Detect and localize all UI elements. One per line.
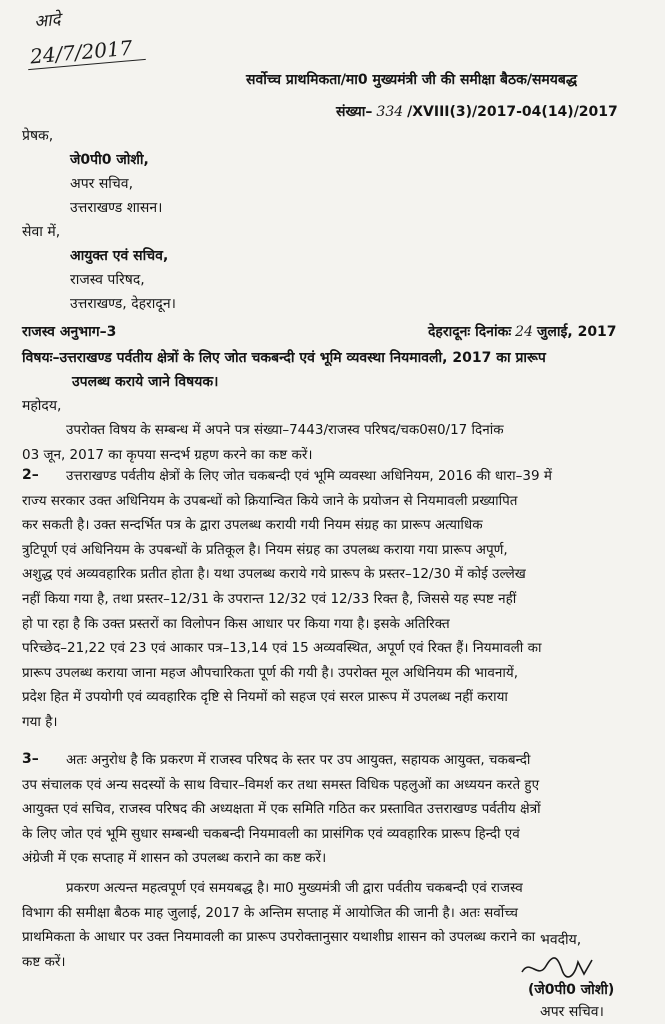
department: राजस्व अनुभाग–3 — [22, 324, 117, 340]
handwritten-note-top: आदे — [33, 9, 62, 33]
signature-scribble — [518, 954, 596, 982]
para2-line: हो पा रहा है कि उक्त प्रस्तरों का विलोपन किस आधार पर किया गया है। इसके अतिरिक्त — [22, 615, 450, 632]
para3-line: अतः अनुरोध है कि प्रकरण में राजस्व परिषद के स्तर पर उप आयुक्त, सहायक आयुक्त, चकबन्दी — [66, 752, 531, 768]
sender-label: प्रेषक, — [22, 128, 54, 144]
salutation: महोदय, — [22, 398, 62, 414]
signer-name: (जे0पी0 जोशी) — [528, 982, 615, 998]
paragraph-2 — [22, 464, 552, 735]
para1-line: 03 जून, 2017 का कृपया सन्दर्भ ग्रहण करने का कष्ट करें। — [22, 446, 313, 463]
para2-line: अशुद्ध एवं अव्यवहारिक प्रतीत होता है। यथा उपलब्ध कराये गये प्रारूप के प्रस्तर–12/30 में कोई उल्लेख — [22, 566, 526, 583]
date-day-handwritten: 24 — [515, 324, 533, 340]
para2-line: प्रारूप उपलब्ध कराया जाना महज औपचारिकता पूर्ण की गयी है। उपरोक्त मूल अधिनियम की भावनायें, — [22, 664, 518, 681]
date-prefix: देहरादूनः दिनांकः — [428, 324, 512, 340]
para2-line: राज्य सरकार उक्त अधिनियम के उपबन्धों को क्रियान्वित किये जाने के प्रयोजन से नियमावली प्रख्यापित — [22, 492, 518, 509]
para2-line: परिच्छेद–21,22 एवं 23 एवं आकार पत्र–13,14 एवं 15 अव्यवस्थित, अपूर्ण एवं रिक्त हैं। नियमावली का — [22, 640, 542, 657]
para4-line: विभाग की समीक्षा बैठक माह जुलाई, 2017 के अन्तिम सप्ताह में आयोजित की जानी है। अतः सर्वोच्च — [22, 904, 518, 921]
para3-line: के लिए जोत एवं भूमि सुधार सम्बन्धी चकबन्दी नियमावली का प्रासंगिक एवं व्यवहारिक प्रारूप हिन्दी एवं — [22, 825, 520, 842]
para2-line: गया है। — [22, 713, 58, 730]
date-rest: जुलाई, 2017 — [537, 324, 617, 340]
recipient-place: उत्तराखण्ड, देहरादून। — [70, 296, 176, 312]
para3-line: उप संचालक एवं अन्य सदस्यों के साथ विचार–विमर्श कर तथा समस्त विधिक पहलुओं का अध्ययन करते हुए — [22, 776, 540, 793]
para2-line: उत्तराखण्ड पर्वतीय क्षेत्रों के लिए जोत चकबन्दी एवं भूमि व्यवस्था अधिनियम, 2016 की धारा–39 में — [66, 468, 552, 484]
para4-line: प्रकरण अत्यन्त महत्वपूर्ण एवं समयबद्ध है। मा0 मुख्यमंत्री जी द्वारा पर्वतीय चकबन्दी एवं राजस्व — [66, 880, 523, 896]
para2-line: कर सकती है। उक्त सन्दर्भित पत्र के द्वारा उपलब्ध करायी गयी नियम संग्रह का प्रारूप अत्याधिक — [22, 517, 483, 534]
paragraph-1 — [22, 418, 504, 467]
para2-line: प्रदेश हित में उपयोगी एवं व्यवहारिक दृष्टि से नियमों को सहज एवं सरल प्रारूप में उपलब्ध नहीं कराया — [22, 689, 508, 706]
number-label: संख्या– — [336, 104, 373, 120]
letter-date — [428, 322, 617, 341]
recipient-org: राजस्व परिषद, — [70, 272, 145, 288]
para3-number: 3– — [22, 751, 39, 767]
sender-org: उत्तराखण्ड शासन। — [70, 200, 163, 216]
number-handwritten: 334 — [376, 104, 404, 120]
paragraph-3 — [22, 748, 541, 871]
para1-line: उपरोक्त विषय के सम्बन्ध में अपने पत्र संख्या–7443/राजस्व परिषद/चक0स0/17 दिनांक — [66, 422, 504, 438]
para2-number: 2– — [22, 467, 39, 483]
priority-header: सर्वोच्च प्राथमिकता/मा0 मुख्यमंत्री जी की समीक्षा बैठक/समयबद्ध — [246, 72, 578, 88]
para3-line: आयुक्त एवं सचिव, राजस्व परिषद की अध्यक्षता में एक समिति गठित कर प्रस्तावित उत्तराखण्ड पर्वतीय क्षेत्रों — [22, 801, 541, 818]
handwritten-date-note: 24/7/2017 — [29, 35, 134, 69]
para2-line: त्रुटिपूर्ण एवं अधिनियम के उपबन्धों के प्रतिकूल है। नियम संग्रह का उपलब्ध कराया गया प्रारूप अपूर्ण, — [22, 541, 508, 558]
paragraph-4 — [22, 876, 535, 974]
signer-designation: अपर सचिव। — [540, 1004, 604, 1020]
sender-name: जे0पी0 जोशी, — [70, 152, 149, 168]
recipient-name: आयुक्त एवं सचिव, — [70, 248, 169, 264]
para2-line: नहीं किया गया है, तथा प्रस्तर–12/31 के उपरान्त 12/32 एवं 12/33 रिक्त है, जिससे यह स्पष्ट नहीं — [22, 590, 517, 607]
subject-line-1: विषयः–उत्तराखण्ड पर्वतीय क्षेत्रों के लिए जोत चकबन्दी एवं भूमि व्यवस्था नियमावली, 2017 का प्रारूप — [22, 350, 546, 366]
para3-line: अंग्रेजी में एक सप्ताह में शासन को उपलब्ध कराने का कष्ट करें। — [22, 850, 327, 867]
recipient-label: सेवा में, — [22, 224, 61, 240]
subject-line-2: उपलब्ध कराये जाने विषयक। — [72, 374, 219, 390]
para4-line: प्राथमिकता के आधार पर उक्त नियमावली का प्रारूप उपरोक्तानुसार यथाशीघ्र शासन को उपलब्ध कराने का — [22, 929, 536, 946]
valediction: भवदीय, — [540, 932, 582, 948]
number-rest: /XVIII(3)/2017-04(14)/2017 — [407, 104, 618, 120]
letter-number — [336, 102, 618, 121]
para4-line: कष्ट करें। — [22, 953, 66, 970]
sender-designation: अपर सचिव, — [70, 176, 134, 192]
